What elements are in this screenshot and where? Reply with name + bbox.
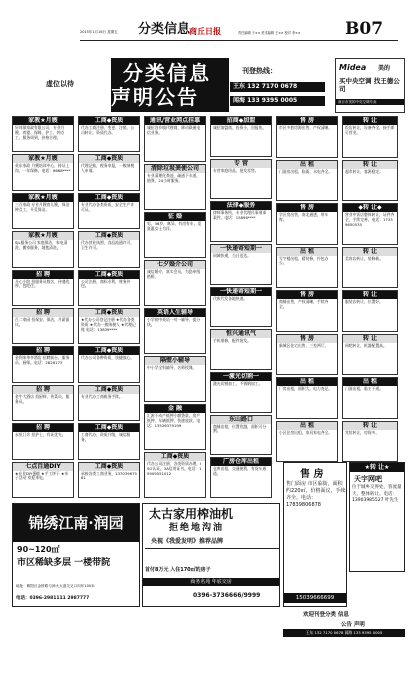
classified-ad — [78, 346, 140, 382]
classified-ad-title: 七点百通DIY — [13, 463, 73, 471]
paper-logo: 商丘日报 — [189, 26, 221, 36]
column-6 — [342, 116, 400, 462]
classified-ad — [144, 452, 206, 498]
jinxiu-ad — [12, 503, 140, 607]
classified-ad-body: 营业中饭店整体转让，证件齐全，手续完善。电话：17339650535 — [345, 212, 395, 227]
classified-ad — [210, 372, 272, 413]
classified-ad-body: 专业清理化粪池，疏通下水道，抽粪，24小时服务。 — [147, 173, 201, 183]
classified-ad-title: 家教★月嫂 — [13, 117, 73, 125]
classified-ad-body: 新城区住宅出售，三室两厅。 — [279, 342, 329, 348]
classified-ad-title: 售 房 — [277, 291, 337, 299]
oil-title: 太古家用榨油机 — [149, 507, 234, 521]
classified-ad-title: 隔壁小辅导 — [145, 357, 205, 365]
transfer-title: ★转 让★ — [350, 463, 404, 472]
classified-ad-title: 一激光切割一 — [211, 373, 271, 381]
classified-ad-title: 转 让 — [343, 117, 397, 125]
classified-ad-body: 代理记账，税务申报，一般纳税人申请。 — [81, 163, 135, 174]
classified-ad-body: 商铺出售，产权清晰，手续齐全。 — [279, 299, 329, 309]
classified-ad-title: 恒兴通讯气 — [211, 330, 271, 338]
classified-ad-title: 出 租 — [277, 422, 337, 430]
header-rule — [80, 40, 398, 41]
classified-ad-body: 诚招加盟商，投资小，回报快。 — [213, 125, 267, 130]
classified-ad — [12, 116, 74, 152]
oil-price: 首付8万元 入住170㎡的房子 — [145, 567, 211, 573]
classified-ad — [144, 164, 206, 210]
classified-ad-body: 诚信婚介，真实会员，为您牵线搭桥。 — [147, 269, 201, 279]
sale-title: 售 房 — [300, 469, 324, 480]
classified-ad-body: 同城快递，当日送达。 — [213, 253, 251, 258]
classified-ad-body: 专业代办工商税务手续。 — [81, 393, 123, 399]
classified-ad-body: 小区住房出租，家具家电齐全。 — [279, 429, 333, 435]
classified-ad-body: 小学初中英语一对一辅导，提分快。 — [147, 317, 201, 327]
classified-ad — [78, 193, 140, 229]
classified-ad — [12, 462, 74, 498]
classified-ad-title: 出 租 — [343, 378, 397, 386]
masthead-left-label: 虚位以待 — [46, 80, 74, 88]
classified-ad-title: 售 房 — [277, 117, 337, 125]
midea-ad — [335, 58, 405, 113]
masthead-title-bottom: 声明公告 — [111, 85, 199, 109]
classified-ad — [78, 231, 140, 267]
classified-ad — [210, 457, 272, 498]
oil-slogan-1: 拒绝地沟油 — [169, 523, 225, 533]
classified-ad — [12, 270, 74, 306]
classified-ad — [342, 334, 398, 376]
classified-ad — [144, 116, 206, 162]
classified-ad — [276, 334, 338, 376]
footer-sub: 公告 声明 — [341, 622, 365, 628]
classified-ad-body: 金牛大酒店 招厨师、传菜员、服务员。 — [15, 393, 70, 404]
classified-ad-body: 永恒门诊 招护士，有证优先。 — [15, 432, 66, 438]
classified-ad-body: 仓库出租，交通便利，有货车通道。 — [213, 466, 267, 477]
classified-ad-title: 招 聘 — [13, 271, 73, 279]
classified-ad-body: 美容店转让，装修新。 — [345, 255, 383, 261]
classified-ad-title: 工商◆资质 — [79, 463, 139, 471]
classified-ad-body: 市区多套房源出售，产权清晰。 — [279, 125, 333, 130]
classified-ad-title: 家教★月嫂 — [13, 155, 73, 163]
classified-ad-title: 工商◆资质 — [79, 155, 139, 163]
column-2 — [78, 116, 142, 498]
classified-grid — [12, 116, 405, 498]
classified-ad — [78, 308, 140, 344]
classified-ad-body: 中小学全科辅导，名师授课。 — [147, 365, 197, 370]
classified-ad-body: 网吧转让，机器配置高。 — [345, 342, 387, 348]
jinxiu-phone: 电话：0396-2981111 2987777 — [16, 596, 90, 601]
classified-ad — [144, 212, 206, 258]
classified-ad — [144, 404, 206, 450]
classified-ad — [78, 462, 140, 498]
classified-ad — [12, 423, 74, 459]
classified-ad — [12, 346, 74, 382]
classified-ad-body: 专营家庭用品，批发零售。 — [213, 167, 259, 173]
classified-ad-title: 金 融 — [145, 405, 205, 413]
classified-ad-title: 七夕婚介公司 — [145, 261, 205, 269]
classified-ad-title: 出 租 — [277, 248, 337, 256]
classified-ad — [144, 260, 206, 306]
classified-ad-title: 征 婚 — [145, 213, 205, 221]
classified-ad-title: 工商◆资质 — [79, 386, 139, 394]
classified-ad-body: ★代办公司登记注册 ★代办各类资质 ★代办一般纳税人 ★代理记账 电话：13839**** — [81, 317, 136, 332]
classified-ad-body: 金利来华亭酒店 招聘前台、服务员、厨师。电话：2826173 — [15, 355, 70, 366]
classified-ad — [342, 203, 398, 245]
classified-ad — [276, 290, 338, 332]
classified-ad-title: 招 聘 — [13, 424, 73, 432]
classified-ad-body: 男，36岁，离异，有房有车，觅贤惠女士为伴。 — [147, 221, 202, 231]
classified-ad-body: 公司注册，商标专利，财务外包。 — [81, 278, 131, 289]
classified-ad — [342, 377, 398, 419]
transfer-ad — [349, 462, 405, 572]
classified-ad — [342, 290, 398, 332]
classified-ad-body: 宾馆转让，房间多。 — [345, 429, 380, 435]
classified-ad-body: 汇源不动产抵押小额贷款，房产抵押，车辆抵押，快速放款。电话：13526379199 — [147, 413, 201, 428]
classified-ad-title: 招 聘 — [13, 309, 73, 317]
midea-ad-title: 买中央空调 找王德公司 — [339, 77, 400, 93]
classified-ad-title: 一快递寄短期一 — [211, 245, 271, 253]
classified-ad-title: 清除垃圾粪便公司 — [145, 165, 205, 173]
classified-ad-title: 转 让 — [343, 248, 397, 256]
classified-ad-title: 出 租 — [277, 161, 337, 169]
classified-ad — [144, 356, 206, 402]
classified-ad — [78, 154, 140, 190]
masthead-title-block — [111, 58, 229, 112]
classified-ad-title: 法律◆服务 — [211, 202, 271, 210]
classified-ad-title: 工商◆资质 — [79, 117, 139, 125]
classified-ad-body: 写字楼出租，精装修，拎包办公。 — [279, 255, 329, 266]
classified-ad — [12, 231, 74, 267]
classified-ad-body: 代办公司注册，各类资质办理，ISO认证，3A信用证书。电话：15909551012 — [147, 461, 202, 476]
footer-phone: 王东 132 7170 0678 闻海 133 9395 0005 — [283, 629, 405, 637]
sale-phone: 15039666699 — [284, 593, 346, 603]
classified-ad — [12, 193, 74, 229]
classified-ad-title: 东山路口 — [211, 416, 271, 424]
classified-ad-body: 饭店转让，设备齐全，接手即可营业。 — [345, 125, 395, 135]
classified-ad-title: 出 租 — [277, 378, 337, 386]
classified-ad — [210, 329, 272, 370]
oil-press-ad — [142, 503, 280, 607]
classified-ad — [12, 308, 74, 344]
classified-ad-body: 代办工商注册、变更、注销，公司转让，资质代办。 — [81, 125, 135, 135]
classified-ad-title: 家教★月嫂 — [13, 194, 73, 202]
oil-phone: 0396-3736666/9999 — [193, 592, 261, 599]
classified-ad-body: 承接各类工商业务，13703967581 — [81, 470, 137, 481]
classified-ad-body: 代办公司各种资质，快捷放心。 — [81, 355, 135, 361]
oil-note: 商务名苑 年底交房 — [143, 578, 279, 586]
date-line: 2015年1月16日 星期五 — [80, 30, 118, 34]
classified-ad — [342, 116, 398, 158]
classified-ad-title: 转 让 — [343, 161, 397, 169]
classified-ad — [144, 308, 206, 354]
classified-ad — [276, 160, 338, 202]
classified-ad-title: 工商◆资质 — [79, 347, 139, 355]
jinxiu-promo: 市区稀缺多层 一楼带院 — [17, 558, 111, 568]
phone-1: 王东 132 7170 0678 — [230, 82, 325, 92]
classified-ad-title: 英语人生辅导 — [145, 309, 205, 317]
classified-ad — [12, 385, 74, 421]
footer-block — [283, 608, 405, 638]
classified-ad-body: 诚招各乡镇代理商，移动联通电信业务。 — [147, 125, 201, 135]
classified-ad-body: 代收代发各地快递。 — [213, 295, 248, 301]
jinxiu-title: 锦绣江南·润园 — [13, 504, 139, 542]
classified-ad-body: 学区房出售，南北通透，带车库。 — [279, 212, 329, 222]
classified-ad-title: 专 营 — [211, 160, 271, 168]
classified-ad-title: 一快递寄短期一 — [211, 288, 271, 296]
oil-slogan-2: 央视《我爱发明》推荐品牌 — [151, 538, 224, 545]
section-title: 分类信息 — [138, 22, 191, 37]
classified-ad — [210, 244, 272, 285]
classified-ad — [342, 247, 398, 289]
classified-ad — [78, 423, 140, 459]
classified-ad-title: 工商◆资质 — [79, 232, 139, 240]
column-3 — [144, 116, 208, 498]
classified-ad-body: 百二家园 招保安、保洁，月薪面议。 — [15, 317, 70, 327]
classified-ad-title: 广房仓库出租 — [211, 458, 271, 466]
classified-ad-title: 招商◆加盟 — [211, 117, 271, 125]
classified-ad — [276, 116, 338, 158]
phone-2: 闻海 133 9395 0005 — [230, 96, 325, 106]
brand-logo: Midea — [339, 63, 367, 72]
footer-title: 欢迎刊登分类 信息 — [303, 612, 349, 618]
page-number: B07 — [345, 19, 384, 39]
classified-ad-body: 商铺出租，位置优越，面积可分割。 — [213, 423, 267, 434]
classified-ad-title: 招 聘 — [13, 347, 73, 355]
classified-ad — [12, 154, 74, 190]
column-5 — [276, 116, 340, 462]
classified-ad-title: 工商◆资质 — [79, 271, 139, 279]
classified-ad — [276, 377, 338, 419]
column-4 — [210, 116, 274, 498]
classified-ad-body: 好邦保家政有限公司，专业月嫂、育婴、保姆、护工、钟点工，服务周到，价格合理。 — [15, 125, 65, 140]
classified-ad — [78, 270, 140, 306]
classified-ad-title: 售 房 — [277, 335, 337, 343]
classified-ad — [342, 421, 398, 463]
classified-ad-body: 门面房出租，临街，水电齐全。 — [279, 168, 333, 174]
classified-ad-body: 厂房出租，面积大，电力充足。 — [279, 386, 333, 391]
classified-ad — [78, 385, 140, 421]
jinxiu-address: 地址：睢阳区金桥路与神火大道交叉口向东100米 — [16, 584, 95, 588]
masthead-title-top: 分类信息 — [123, 61, 211, 85]
classified-ad-title: 转 让 — [343, 335, 397, 343]
classified-ad — [210, 159, 272, 200]
oil-divider — [145, 548, 279, 549]
hotline-label: 刊登热线： — [242, 67, 277, 75]
classified-ad-body: 律师事务所，专业代理民事刑事案件。电话：15896**** — [213, 210, 267, 221]
classified-ad-title: 家教★月嫂 — [13, 232, 73, 240]
classified-ad-title: 通讯/营业网点挂靠 — [145, 117, 205, 125]
midea-ad-sub: 商丘市美的中央空调专卖 — [336, 99, 404, 105]
classified-ad — [342, 160, 398, 202]
classified-ad-body: 服装店转让，位置好。 — [345, 299, 383, 304]
classified-ad-body: 英东家政 月嫂培训中心，持证上岗，一年保修。电话：6668**** — [15, 163, 71, 174]
classified-ad-body: SJL服务公司 家庭保洁，家电清洗，搬家服务，地毯清洗。 — [15, 240, 68, 250]
classified-ad — [78, 116, 140, 152]
hotline-block — [230, 60, 335, 114]
classified-ad — [210, 201, 272, 242]
classified-ad-title: ◆转 让◆ — [343, 204, 397, 212]
classified-ad — [210, 287, 272, 328]
classified-ad-title: 转 让 — [343, 291, 397, 299]
sale-ad — [283, 462, 347, 607]
classified-ad — [276, 247, 338, 289]
classified-ad-body: 手机维修，配件批发。 — [213, 338, 251, 344]
classified-ad-body: 超市转让，客源稳定。 — [345, 168, 383, 174]
transfer-sub: 天宇网吧 — [354, 474, 382, 483]
classified-ad-title: 工商◆资质 — [79, 424, 139, 432]
classified-ad — [210, 415, 272, 456]
column-1 — [12, 116, 76, 498]
classified-ad-title: 售 房 — [277, 204, 337, 212]
classified-ad-body: ★专业DIY蛋糕 ★手工饼干 ★亲子活动 欢迎来电。 — [15, 470, 69, 481]
classified-ad-body: 门面出租，临主干道。 — [345, 386, 383, 391]
classified-ad-title: 招 聘 — [13, 386, 73, 394]
transfer-body: 位于城乡交界处，客流量大，整体转让。电话：13903985527 叶先生 — [352, 485, 402, 503]
classified-ad — [276, 203, 338, 245]
classified-ad — [210, 116, 272, 157]
classified-ad-body: 工商代办，资质升级，诚信服务。 — [81, 432, 131, 442]
classified-ad-title: 工商◆资质 — [145, 453, 205, 461]
editor-line: 责任编辑 于×× 美术编辑 王×× 校对 李×× — [238, 31, 301, 35]
classified-ad-body: 专业代办各类资质，安全生产许可证。 — [81, 201, 135, 212]
classified-ad-body: 代办营业执照，食品流通许可，卫生许可。 — [81, 240, 135, 250]
classified-ad-body: 激光切割加工，不锈钢加工。 — [213, 381, 263, 386]
jinxiu-area: 90~120㎡ — [17, 545, 60, 554]
sale-body: 售门面房 市区临街，面积约220㎡，价格面议，手续齐全。电话：17839806878 — [286, 481, 346, 508]
classified-ad-title: 工商◆资质 — [79, 194, 139, 202]
classified-ad-title: 工商◆资质 — [79, 309, 139, 317]
classified-ad-title: 转 让 — [343, 422, 397, 430]
brand-slogan: 美的 — [378, 65, 391, 72]
classified-ad-body: 开心小院 招服务员数名，待遇优厚，包吃住。 — [15, 278, 70, 289]
classified-ad-body: 三百家政 专业月嫂育儿嫂，保洁钟点工，开荒保洁。 — [15, 201, 70, 212]
classified-ad — [276, 421, 338, 463]
